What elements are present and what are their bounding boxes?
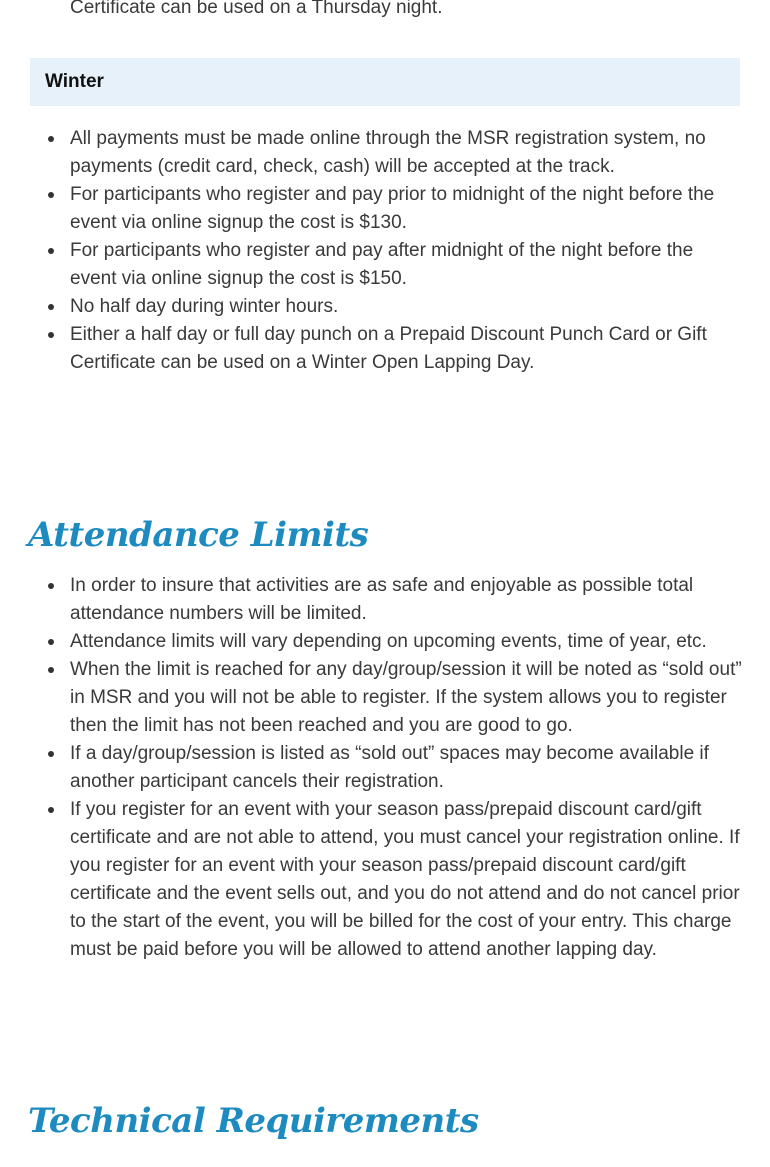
attendance-limits-heading: Attendance Limits	[28, 515, 369, 555]
winter-season-title: Winter	[45, 71, 104, 92]
list-item: For participants who register and pay after midnight of the night before the event via online signup the cost is $150.	[70, 237, 742, 293]
winter-rules-list	[30, 125, 742, 377]
list-item: When the limit is reached for any day/group/session it will be noted as “sold out” in MSR and you will not be able to register. If the system allows you to register then the limit has not been reached and you are good to go.	[70, 656, 742, 740]
attendance-limits-list	[30, 572, 742, 964]
winter-season-bar	[30, 58, 740, 106]
list-item: All payments must be made online through the MSR registration system, no payments (credit card, check, cash) will be accepted at the track.	[70, 125, 742, 181]
list-item: If a day/group/session is listed as “sold out” spaces may become available if another participant cancels their registration.	[70, 740, 742, 796]
list-item: Attendance limits will vary depending on upcoming events, time of year, etc.	[70, 628, 742, 656]
previous-section-trailing-text: Certificate can be used on a Thursday night.	[70, 0, 443, 18]
list-item: No half day during winter hours.	[70, 293, 742, 321]
list-item: In order to insure that activities are as safe and enjoyable as possible total attendance numbers will be limited.	[70, 572, 742, 628]
list-item: For participants who register and pay prior to midnight of the night before the event via online signup the cost is $130.	[70, 181, 742, 237]
technical-requirements-heading: Technical Requirements	[28, 1101, 479, 1141]
list-item: If you register for an event with your season pass/prepaid discount card/gift certificate and are not able to attend, you must cancel your registration online. If you register for an event with your season pass/prepaid discount card/gift certificate and the event sells out, and you do not attend and do not cancel prior to the start of the event, you will be billed for the cost of your entry. This charge must be paid before you will be allowed to attend another lapping day.	[70, 796, 742, 964]
list-item: Either a half day or full day punch on a Prepaid Discount Punch Card or Gift Certificate can be used on a Winter Open Lapping Day.	[70, 321, 742, 377]
